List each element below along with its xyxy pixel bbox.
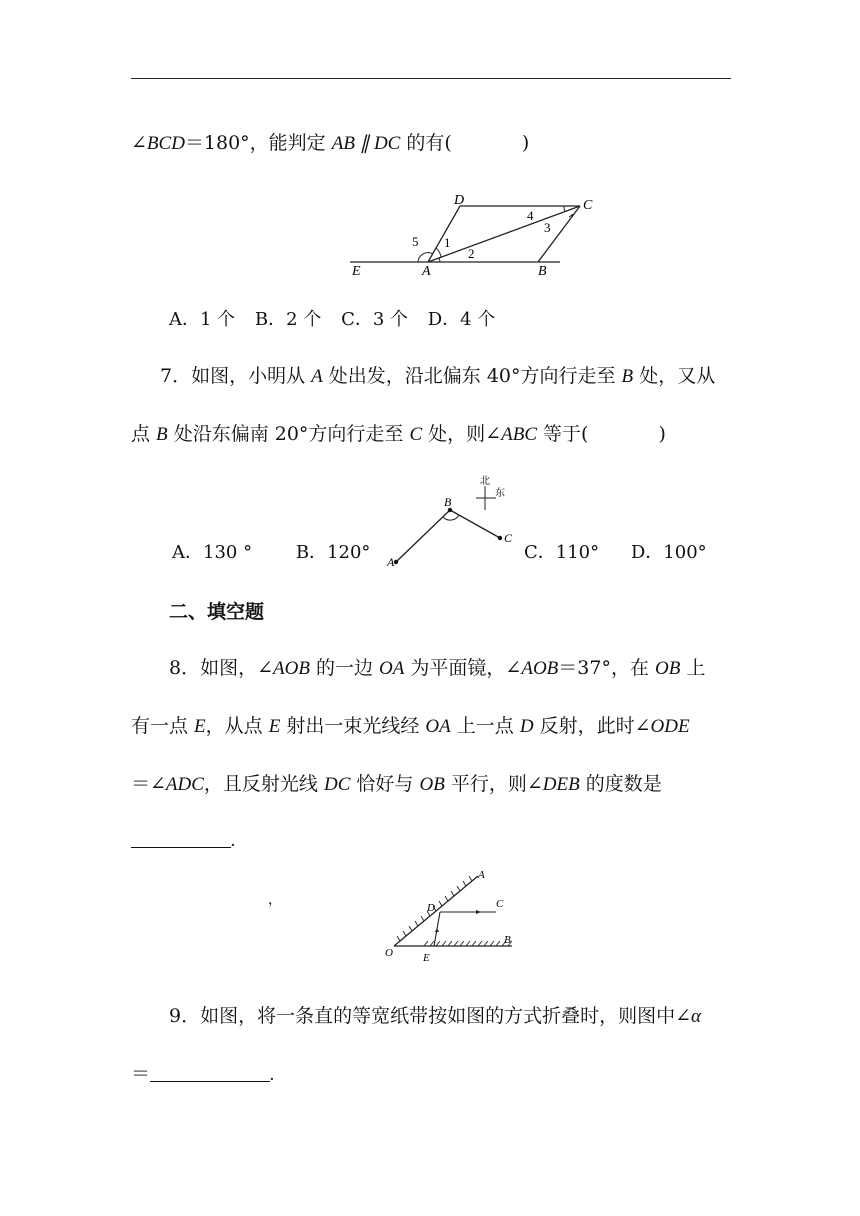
q8-text: ，从点 bbox=[205, 715, 269, 737]
q6-figure bbox=[340, 190, 610, 280]
q7-figure bbox=[380, 472, 520, 572]
q8-text: 上 bbox=[680, 657, 706, 679]
var-ode: ODE bbox=[650, 716, 690, 737]
q6-option-c[interactable]: C．3 个 bbox=[341, 309, 409, 330]
var-alpha: α bbox=[691, 1006, 701, 1027]
var-e: E bbox=[194, 716, 206, 737]
label-b: B bbox=[538, 264, 547, 279]
equals-sign: ＝ bbox=[131, 1063, 151, 1085]
q7-paren-close: ) bbox=[658, 423, 666, 445]
north-label: 北 bbox=[480, 476, 490, 487]
section-title: 二、填空题 bbox=[169, 601, 265, 623]
var-b: B bbox=[156, 424, 168, 445]
q6-option-b[interactable]: B．2 个 bbox=[254, 309, 322, 330]
q6-options bbox=[169, 305, 509, 331]
q7-option-b[interactable]: B．120° bbox=[295, 542, 371, 563]
q9-line-1 bbox=[169, 1004, 701, 1029]
label-e: E bbox=[352, 264, 361, 279]
label-c: C bbox=[583, 198, 593, 213]
q7-text: 处出发，沿北偏东 40°方向行走至 bbox=[322, 365, 622, 387]
label-c: C bbox=[496, 898, 504, 910]
q7-options-left bbox=[172, 538, 384, 564]
q7-text: 处沿东偏南 20°方向行走至 bbox=[167, 423, 410, 445]
label-a: A bbox=[422, 264, 431, 279]
var-dc: DC bbox=[323, 774, 351, 795]
var-dc: DC bbox=[373, 133, 401, 154]
q8-text: 的一边 bbox=[309, 657, 380, 679]
q7-line-2 bbox=[131, 422, 666, 447]
q6-option-a[interactable]: A．1 个 bbox=[169, 309, 236, 330]
east-label: 东 bbox=[495, 488, 505, 499]
var-bcd: BCD bbox=[146, 133, 185, 154]
stray-comma: ， bbox=[268, 892, 282, 908]
angle-2: 2 bbox=[468, 246, 475, 261]
var-adc: ADC bbox=[165, 774, 204, 795]
var-ob: OB bbox=[655, 658, 681, 679]
label-d: D bbox=[427, 902, 435, 914]
q8-text: 恰好与 bbox=[350, 773, 420, 795]
q8-answer-blank[interactable] bbox=[131, 829, 231, 848]
q7-option-c[interactable]: C．110° bbox=[524, 542, 600, 563]
label-a: A bbox=[387, 555, 395, 569]
q8-text: 上一点 bbox=[450, 715, 520, 737]
q8-line-1 bbox=[169, 656, 705, 681]
q7-text: 处，又从 bbox=[633, 365, 716, 387]
q6-tail-line bbox=[131, 131, 529, 156]
angle-3: 3 bbox=[544, 220, 551, 235]
period: . bbox=[231, 830, 236, 851]
q8-text: 射出一束光线经 bbox=[280, 715, 426, 737]
q6-option-d[interactable]: D．4 个 bbox=[427, 309, 496, 330]
angle-5: 5 bbox=[412, 234, 419, 249]
q6-text-2: 的有( bbox=[400, 132, 452, 154]
q8-text: ＝∠ bbox=[131, 773, 166, 795]
var-c: C bbox=[409, 424, 423, 445]
var-aob: AOB bbox=[521, 658, 559, 679]
q7-text: 7．如图，小明从 bbox=[160, 365, 312, 387]
label-d: D bbox=[454, 193, 465, 208]
q7-options-right bbox=[524, 538, 721, 564]
var-b: B bbox=[621, 366, 634, 387]
q7-option-d[interactable]: D．100° bbox=[630, 542, 707, 563]
q8-text: 平行，则∠ bbox=[444, 773, 543, 795]
q7-text: 处，则∠ bbox=[422, 423, 502, 445]
var-deb: DEB bbox=[542, 774, 580, 795]
label-a: A bbox=[478, 869, 485, 881]
q8-text: ，且反射光线 bbox=[203, 773, 324, 795]
q7-line-1 bbox=[160, 364, 715, 389]
q8-line-4 bbox=[131, 828, 236, 853]
q7-text: 点 bbox=[131, 423, 157, 445]
q7-text: 等于( bbox=[537, 423, 589, 445]
var-aob: AOB bbox=[273, 658, 310, 679]
var-abc: ABC bbox=[501, 424, 537, 445]
period: . bbox=[270, 1064, 275, 1085]
label-b: B bbox=[504, 934, 511, 946]
header-rule bbox=[131, 78, 731, 79]
q9-answer-blank[interactable] bbox=[150, 1063, 270, 1082]
label-e: E bbox=[423, 952, 430, 964]
q8-text: 的度数是 bbox=[579, 773, 662, 795]
var-oa: OA bbox=[379, 658, 405, 679]
label-o: O bbox=[385, 947, 393, 959]
q9-text: 9．如图，将一条直的等宽纸带按如图的方式折叠时，则图中∠ bbox=[169, 1005, 692, 1027]
q6-text: ＝180°，能判定 bbox=[184, 132, 332, 154]
q8-text: ＝37°，在 bbox=[558, 657, 655, 679]
q8-text: 有一点 bbox=[131, 715, 195, 737]
q6-paren-close: ) bbox=[521, 132, 530, 154]
var-ob: OB bbox=[419, 774, 445, 795]
var-d: D bbox=[519, 716, 534, 737]
q9-line-2 bbox=[131, 1062, 275, 1087]
angle-symbol: ∠ bbox=[131, 132, 147, 154]
q8-text: 8．如图，∠ bbox=[169, 657, 274, 679]
q7-option-a[interactable]: A．130 ° bbox=[172, 542, 253, 563]
var-e: E bbox=[268, 716, 281, 737]
label-c: C bbox=[504, 531, 513, 545]
q8-line-2 bbox=[131, 714, 690, 739]
angle-1: 1 bbox=[444, 235, 451, 250]
q8-figure bbox=[380, 866, 530, 966]
angle-4: 4 bbox=[527, 208, 534, 223]
var-a: A bbox=[311, 366, 323, 387]
q8-text: 为平面镜，∠ bbox=[404, 657, 522, 679]
q8-line-3 bbox=[131, 772, 662, 797]
var-oa: OA bbox=[425, 716, 451, 737]
q8-text: 反射，此时∠ bbox=[533, 715, 651, 737]
label-b: B bbox=[444, 495, 452, 509]
var-ab: AB bbox=[331, 133, 355, 154]
parallel-symbol: ∥ bbox=[354, 133, 374, 154]
